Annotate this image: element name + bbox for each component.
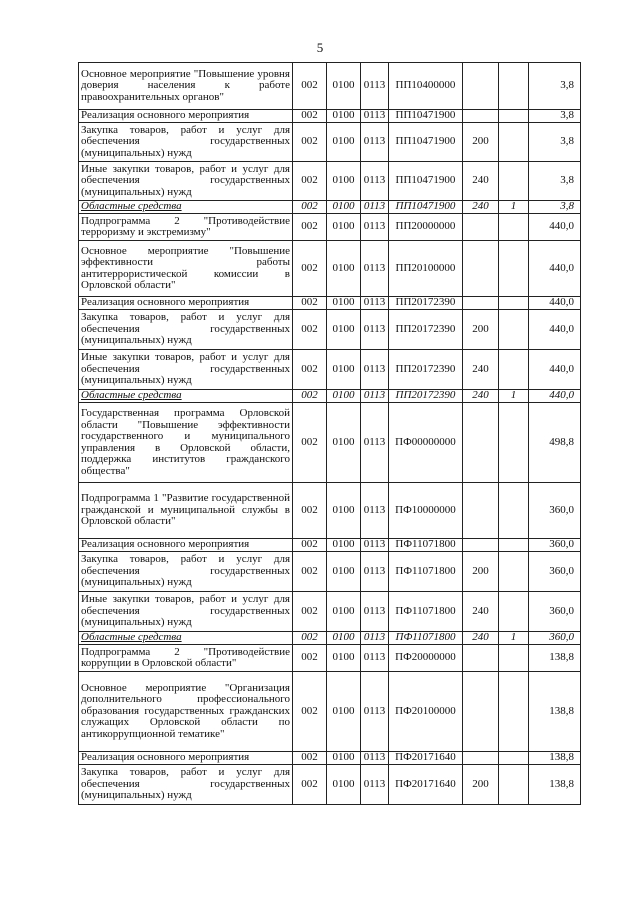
table-row bbox=[79, 241, 581, 297]
cell-amount: 440,0 bbox=[529, 310, 581, 350]
cell-amount: 440,0 bbox=[529, 350, 581, 390]
cell-subsection: 0113 bbox=[361, 592, 389, 632]
cell-expense-type bbox=[463, 539, 499, 552]
cell-expense-type bbox=[463, 214, 499, 241]
cell-section: 0100 bbox=[327, 63, 361, 110]
cell-target-article: ПП20172390 bbox=[389, 350, 463, 390]
cell-target-article: ПФ00000000 bbox=[389, 403, 463, 483]
table-row bbox=[79, 592, 581, 632]
cell-section: 0100 bbox=[327, 645, 361, 672]
cell-grbs: 002 bbox=[293, 297, 327, 310]
cell-expense-type: 200 bbox=[463, 765, 499, 805]
table-row bbox=[79, 390, 581, 403]
cell-target-article: ПП10471900 bbox=[389, 162, 463, 201]
table-row bbox=[79, 483, 581, 539]
cell-section: 0100 bbox=[327, 162, 361, 201]
cell-expense-type: 240 bbox=[463, 390, 499, 403]
cell-name: Областные средства bbox=[79, 390, 293, 403]
cell-target-article: ПФ11071800 bbox=[389, 539, 463, 552]
cell-section: 0100 bbox=[327, 110, 361, 123]
cell-expense-type bbox=[463, 752, 499, 765]
cell-name: Основное мероприятие "Организация дополнительного профессионального образования государственных гражданских служащих Орловской области по антикоррупционной тематике" bbox=[79, 672, 293, 752]
cell-section: 0100 bbox=[327, 552, 361, 592]
cell-name: Закупка товаров, работ и услуг для обеспечения государственных (муниципальных) нужд bbox=[79, 310, 293, 350]
cell-target-article: ПФ20171640 bbox=[389, 752, 463, 765]
cell-target-article: ПП20000000 bbox=[389, 214, 463, 241]
cell-amount: 138,8 bbox=[529, 645, 581, 672]
cell-grbs: 002 bbox=[293, 672, 327, 752]
cell-section: 0100 bbox=[327, 403, 361, 483]
cell-amount: 3,8 bbox=[529, 110, 581, 123]
cell-section: 0100 bbox=[327, 390, 361, 403]
cell-expense-type: 240 bbox=[463, 632, 499, 645]
cell-expense-type: 240 bbox=[463, 162, 499, 201]
cell-section: 0100 bbox=[327, 214, 361, 241]
page-number: 5 bbox=[316, 40, 324, 55]
cell-section: 0100 bbox=[327, 592, 361, 632]
cell-grbs: 002 bbox=[293, 765, 327, 805]
cell-section: 0100 bbox=[327, 241, 361, 297]
cell-subsection: 0113 bbox=[361, 214, 389, 241]
cell-grbs: 002 bbox=[293, 645, 327, 672]
table-row bbox=[79, 63, 581, 110]
cell-section: 0100 bbox=[327, 350, 361, 390]
cell-expense-type bbox=[463, 672, 499, 752]
cell-expense-type bbox=[463, 403, 499, 483]
cell-funding-source bbox=[499, 403, 529, 483]
cell-amount: 360,0 bbox=[529, 539, 581, 552]
cell-grbs: 002 bbox=[293, 632, 327, 645]
cell-funding-source: 1 bbox=[499, 201, 529, 214]
cell-amount: 440,0 bbox=[529, 390, 581, 403]
cell-expense-type bbox=[463, 241, 499, 297]
table-row bbox=[79, 110, 581, 123]
cell-subsection: 0113 bbox=[361, 403, 389, 483]
cell-expense-type: 200 bbox=[463, 552, 499, 592]
cell-name: Закупка товаров, работ и услуг для обеспечения государственных (муниципальных) нужд bbox=[79, 552, 293, 592]
cell-funding-source bbox=[499, 310, 529, 350]
cell-funding-source bbox=[499, 552, 529, 592]
cell-amount: 3,8 bbox=[529, 123, 581, 162]
cell-subsection: 0113 bbox=[361, 765, 389, 805]
cell-name: Закупка товаров, работ и услуг для обеспечения государственных (муниципальных) нужд bbox=[79, 123, 293, 162]
cell-target-article: ПП20172390 bbox=[389, 310, 463, 350]
cell-amount: 498,8 bbox=[529, 403, 581, 483]
cell-name: Основное мероприятие "Повышение уровня доверия населения к работе правоохранительных органов" bbox=[79, 63, 293, 110]
cell-name: Подпрограмма 1 "Развитие государственной гражданской и муниципальной службы в Орловской области" bbox=[79, 483, 293, 539]
cell-grbs: 002 bbox=[293, 310, 327, 350]
cell-grbs: 002 bbox=[293, 241, 327, 297]
cell-funding-source: 1 bbox=[499, 390, 529, 403]
cell-subsection: 0113 bbox=[361, 110, 389, 123]
table-row bbox=[79, 310, 581, 350]
cell-subsection: 0113 bbox=[361, 350, 389, 390]
cell-name: Реализация основного мероприятия bbox=[79, 110, 293, 123]
cell-amount: 440,0 bbox=[529, 241, 581, 297]
cell-name: Областные средства bbox=[79, 201, 293, 214]
cell-amount: 440,0 bbox=[529, 214, 581, 241]
cell-target-article: ПФ10000000 bbox=[389, 483, 463, 539]
cell-subsection: 0113 bbox=[361, 162, 389, 201]
cell-expense-type: 240 bbox=[463, 350, 499, 390]
table-row bbox=[79, 297, 581, 310]
table-row bbox=[79, 539, 581, 552]
cell-section: 0100 bbox=[327, 632, 361, 645]
cell-amount: 360,0 bbox=[529, 483, 581, 539]
table-row bbox=[79, 214, 581, 241]
cell-target-article: ПП10471900 bbox=[389, 123, 463, 162]
cell-expense-type bbox=[463, 110, 499, 123]
cell-section: 0100 bbox=[327, 539, 361, 552]
table-row bbox=[79, 123, 581, 162]
cell-subsection: 0113 bbox=[361, 297, 389, 310]
cell-expense-type bbox=[463, 645, 499, 672]
cell-subsection: 0113 bbox=[361, 645, 389, 672]
cell-name: Иные закупки товаров, работ и услуг для обеспечения государственных (муниципальных) нужд bbox=[79, 592, 293, 632]
cell-funding-source bbox=[499, 350, 529, 390]
table-row bbox=[79, 645, 581, 672]
budget-table-body bbox=[79, 63, 581, 805]
cell-target-article: ПП10471900 bbox=[389, 201, 463, 214]
cell-funding-source bbox=[499, 214, 529, 241]
cell-name: Иные закупки товаров, работ и услуг для обеспечения государственных (муниципальных) нужд bbox=[79, 162, 293, 201]
cell-expense-type: 240 bbox=[463, 592, 499, 632]
cell-name: Закупка товаров, работ и услуг для обеспечения государственных (муниципальных) нужд bbox=[79, 765, 293, 805]
cell-subsection: 0113 bbox=[361, 390, 389, 403]
cell-grbs: 002 bbox=[293, 539, 327, 552]
cell-grbs: 002 bbox=[293, 162, 327, 201]
cell-amount: 360,0 bbox=[529, 632, 581, 645]
cell-target-article: ПП10400000 bbox=[389, 63, 463, 110]
cell-name: Подпрограмма 2 "Противодействие терроризму и экстремизму" bbox=[79, 214, 293, 241]
cell-funding-source bbox=[499, 539, 529, 552]
cell-subsection: 0113 bbox=[361, 63, 389, 110]
cell-expense-type bbox=[463, 483, 499, 539]
cell-funding-source bbox=[499, 63, 529, 110]
cell-name: Реализация основного мероприятия bbox=[79, 539, 293, 552]
cell-section: 0100 bbox=[327, 752, 361, 765]
cell-name: Подпрограмма 2 "Противодействие коррупции в Орловской области" bbox=[79, 645, 293, 672]
cell-funding-source bbox=[499, 110, 529, 123]
cell-subsection: 0113 bbox=[361, 539, 389, 552]
cell-subsection: 0113 bbox=[361, 310, 389, 350]
cell-amount: 138,8 bbox=[529, 765, 581, 805]
cell-name: Реализация основного мероприятия bbox=[79, 752, 293, 765]
cell-grbs: 002 bbox=[293, 483, 327, 539]
table-row bbox=[79, 162, 581, 201]
cell-funding-source bbox=[499, 645, 529, 672]
cell-section: 0100 bbox=[327, 123, 361, 162]
cell-funding-source bbox=[499, 162, 529, 201]
cell-expense-type: 240 bbox=[463, 201, 499, 214]
cell-expense-type: 200 bbox=[463, 123, 499, 162]
cell-amount: 3,8 bbox=[529, 201, 581, 214]
cell-amount: 360,0 bbox=[529, 552, 581, 592]
cell-funding-source bbox=[499, 241, 529, 297]
cell-target-article: ПФ20000000 bbox=[389, 645, 463, 672]
cell-target-article: ПФ20171640 bbox=[389, 765, 463, 805]
cell-subsection: 0113 bbox=[361, 241, 389, 297]
cell-funding-source: 1 bbox=[499, 632, 529, 645]
table-row bbox=[79, 201, 581, 214]
cell-funding-source bbox=[499, 297, 529, 310]
cell-amount: 440,0 bbox=[529, 297, 581, 310]
cell-target-article: ПП10471900 bbox=[389, 110, 463, 123]
table-row bbox=[79, 350, 581, 390]
cell-target-article: ПП20172390 bbox=[389, 390, 463, 403]
cell-target-article: ПФ11071800 bbox=[389, 552, 463, 592]
cell-expense-type bbox=[463, 63, 499, 110]
cell-funding-source bbox=[499, 123, 529, 162]
cell-subsection: 0113 bbox=[361, 672, 389, 752]
table-row bbox=[79, 752, 581, 765]
table-row bbox=[79, 552, 581, 592]
cell-subsection: 0113 bbox=[361, 201, 389, 214]
cell-funding-source bbox=[499, 752, 529, 765]
cell-target-article: ПФ11071800 bbox=[389, 592, 463, 632]
cell-subsection: 0113 bbox=[361, 632, 389, 645]
cell-subsection: 0113 bbox=[361, 552, 389, 592]
cell-name: Государственная программа Орловской области "Повышение эффективности государственного и муниципального управления в Орловской области, поддержка институтов гражданского общества" bbox=[79, 403, 293, 483]
cell-target-article: ПП20100000 bbox=[389, 241, 463, 297]
table-row bbox=[79, 632, 581, 645]
cell-grbs: 002 bbox=[293, 123, 327, 162]
cell-grbs: 002 bbox=[293, 214, 327, 241]
table-row bbox=[79, 403, 581, 483]
cell-amount: 3,8 bbox=[529, 63, 581, 110]
cell-name: Основное мероприятие "Повышение эффективности работы антитеррористической комиссии в Орловской области" bbox=[79, 241, 293, 297]
cell-amount: 3,8 bbox=[529, 162, 581, 201]
cell-grbs: 002 bbox=[293, 350, 327, 390]
cell-funding-source bbox=[499, 592, 529, 632]
cell-funding-source bbox=[499, 765, 529, 805]
cell-grbs: 002 bbox=[293, 403, 327, 483]
cell-grbs: 002 bbox=[293, 390, 327, 403]
cell-section: 0100 bbox=[327, 297, 361, 310]
cell-amount: 138,8 bbox=[529, 752, 581, 765]
cell-subsection: 0113 bbox=[361, 483, 389, 539]
table-row bbox=[79, 672, 581, 752]
cell-target-article: ПП20172390 bbox=[389, 297, 463, 310]
cell-expense-type bbox=[463, 297, 499, 310]
cell-grbs: 002 bbox=[293, 552, 327, 592]
cell-section: 0100 bbox=[327, 483, 361, 539]
table-row bbox=[79, 765, 581, 805]
cell-funding-source bbox=[499, 483, 529, 539]
cell-subsection: 0113 bbox=[361, 752, 389, 765]
cell-amount: 138,8 bbox=[529, 672, 581, 752]
cell-expense-type: 200 bbox=[463, 310, 499, 350]
cell-section: 0100 bbox=[327, 310, 361, 350]
cell-target-article: ПФ11071800 bbox=[389, 632, 463, 645]
cell-target-article: ПФ20100000 bbox=[389, 672, 463, 752]
cell-grbs: 002 bbox=[293, 201, 327, 214]
cell-funding-source bbox=[499, 672, 529, 752]
cell-grbs: 002 bbox=[293, 592, 327, 632]
cell-section: 0100 bbox=[327, 201, 361, 214]
cell-subsection: 0113 bbox=[361, 123, 389, 162]
cell-name: Областные средства bbox=[79, 632, 293, 645]
cell-section: 0100 bbox=[327, 672, 361, 752]
cell-section: 0100 bbox=[327, 765, 361, 805]
budget-table bbox=[78, 62, 581, 805]
cell-name: Реализация основного мероприятия bbox=[79, 297, 293, 310]
cell-grbs: 002 bbox=[293, 110, 327, 123]
cell-grbs: 002 bbox=[293, 63, 327, 110]
cell-grbs: 002 bbox=[293, 752, 327, 765]
cell-name: Иные закупки товаров, работ и услуг для обеспечения государственных (муниципальных) нужд bbox=[79, 350, 293, 390]
cell-amount: 360,0 bbox=[529, 592, 581, 632]
